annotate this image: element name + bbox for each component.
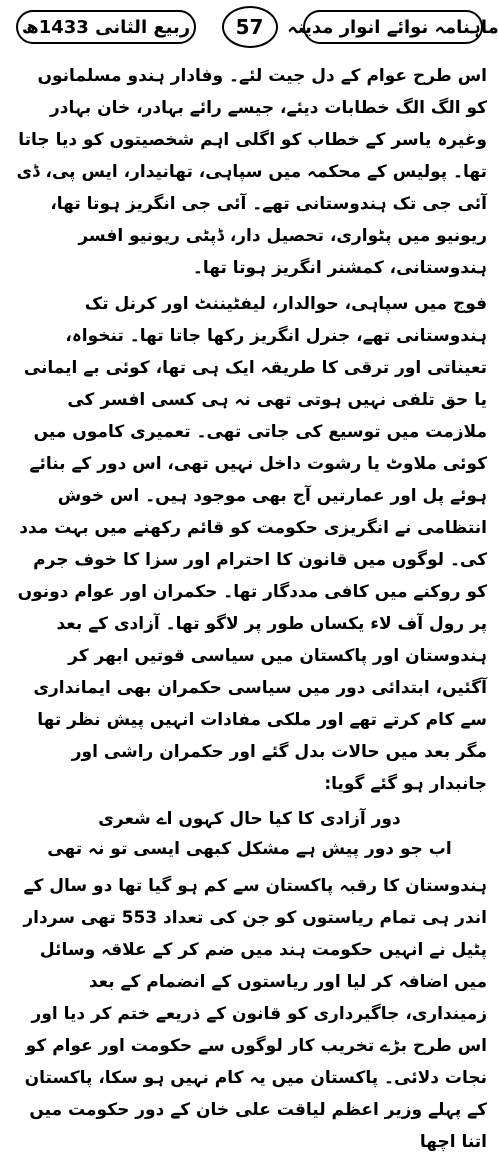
page-header xyxy=(6,6,499,50)
page-number: 57 xyxy=(222,6,278,48)
magazine-title: ماہنامہ نوائے انوار مدینہ xyxy=(303,10,483,44)
paragraph-3: ہندوستان کا رقبہ پاکستان سے کم ہو گیا تھا دو سال کے اندر ہی تمام ریاستوں کو جن کی تعداد 553 تھی سردار پٹیل نے انہیں حکومت ہند میں ضم کر کے علاقہ وسائل میں اضافہ کر لیا اور ریاستوں کے انضمام کے بعد زمینداری، جاگیرداری کو قانون کے ذریعے ختم کر دیا اور اس طرح بڑے تخریب کار لوگوں سے حکومت اور عوام کو نجات دلائی۔ پاکستان میں یہ کام نہیں ہو سکا، پاکستان کے پہلے وزیر اعظم لیاقت علی خان کے دور حکومت میں اتنا اچھا xyxy=(23,876,487,1152)
verse-block xyxy=(12,804,487,864)
article-body xyxy=(12,60,487,1162)
issue-date: ربیع الثانی 1433ھ xyxy=(16,10,196,44)
verse-line-1: دور آزادی کا کیا حال کہوں اے شعری xyxy=(98,809,401,829)
verse-line-2: اب جو دور پیش ہے مشکل کبھی ایسی تو نہ تھی xyxy=(47,839,452,859)
paragraph-2: فوج میں سپاہی، حوالدار، لیفٹیننٹ اور کرنل تک ہندوستانی تھے، جنرل انگریز رکھا جاتا تھا۔ تنخواہ، تعیناتی اور ترقی کا طریقہ ایک ہی تھا، کوئی بے ایمانی یا حق تلفی نہیں ہوتی تھی نہ ہی کسی افسر کی ملازمت میں توسیع کی جاتی تھی۔ تعمیری کاموں میں کوئی ملاوٹ یا رشوت داخل نہیں تھی، اس دور کے بنائے ہوئے پل اور عمارتیں آج بھی موجود ہیں۔ اس خوش انتظامی نے انگریزی حکومت کو قائم رکھنے میں بہت مدد کی۔ لوگوں میں قانون کا احترام اور سزا کا خوف جرم کو روکنے میں کافی مددگار تھا۔ حکمران اور عوام دونوں پر رول آف لاء یکساں طور پر لاگو تھا۔ آزادی کے بعد ہندوستان اور پاکستان میں سیاسی قوتیں ابھر کر آگئیں، ابتدائی دور میں سیاسی حکمران بھی ایمانداری سے کام کرتے تھے اور ملکی مفادات انہیں پیش نظر تھا مگر بعد میں حالات بدل گئے اور حکمران راشی اور جانبدار ہو گئے گویا: xyxy=(17,294,487,794)
paragraph-1: اس طرح عوام کے دل جیت لئے۔ وفادار ہندو مسلمانوں کو الگ الگ خطابات دیئے، جیسے رائے بہادر، خان بہادر وغیرہ یاسر کے خطاب کو اگلی اہم شخصیتوں کو دیا جاتا تھا۔ پولیس کے محکمہ میں سپاہی، تھانیدار، ایس پی، ڈی آئی جی تک ہندوستانی تھے۔ آئی جی انگریز ہوتا تھا، ریونیو میں پٹواری، تحصیل دار، ڈپٹی ریونیو افسر ہندوستانی، کمشنر انگریز ہوتا تھا۔ xyxy=(16,66,487,278)
